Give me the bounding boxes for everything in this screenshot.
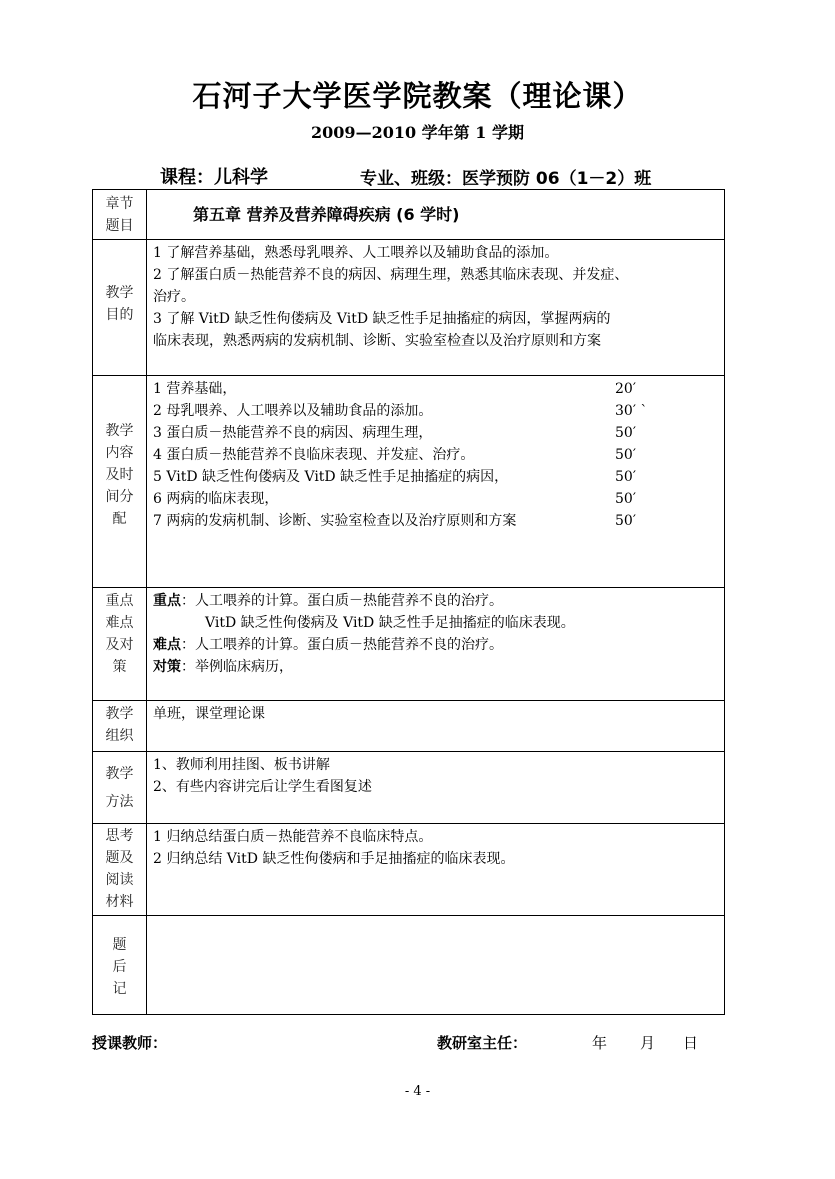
content-line: 5 VitD 缺乏性佝偻病及 VitD 缺乏性手足抽搐症的病因， 50′ <box>153 466 724 488</box>
method-header: 教学方法 <box>93 752 147 824</box>
keypoints-header: 重点难点及对策 <box>93 588 147 701</box>
year-label: 年 <box>592 1034 608 1052</box>
page-title: 石河子大学医学院教案（理论课） <box>192 79 643 113</box>
content-line: 7 两病的发病机制、诊断、实验室检查以及治疗原则和方案 50′ <box>153 510 724 532</box>
major-class-label: 专业、班级：医学预防 06（1－2）班 <box>360 169 652 189</box>
time-value: 30′ ` <box>615 403 648 419</box>
day-label: 日 <box>683 1034 699 1052</box>
content-line: 6 两病的临床表现， 50′ <box>153 488 724 510</box>
month-label: 月 <box>640 1034 656 1052</box>
key-line-2: VitD 缺乏性佝偻病及 VitD 缺乏性手足抽搐症的临床表现。 <box>205 615 575 631</box>
notes-header: 题后记 <box>93 916 147 1015</box>
time-value: 50′ <box>615 447 636 463</box>
goals-header: 教学目的 <box>93 240 147 376</box>
content-line: 2 母乳喂养、人工喂养以及辅助食品的添加。 30′ ` <box>153 400 724 422</box>
lesson-plan-table <box>92 189 725 1015</box>
teacher-label: 授课教师： <box>92 1034 168 1052</box>
notes-cell <box>147 916 725 1015</box>
content-cell <box>147 376 725 588</box>
goal-line: 治疗。 <box>153 289 195 305</box>
method-line: 2、有些内容讲完后让学生看图复述 <box>153 779 372 795</box>
chapter-title: 第五章 营养及营养障碍疾病 (6 学时) <box>193 205 460 224</box>
content-line: 3 蛋白质－热能营养不良的病因、病理生理， 50′ <box>153 422 724 444</box>
reading-line: 2 归纳总结 VitD 缺乏性佝偻病和手足抽搐症的临床表现。 <box>153 851 515 867</box>
goals-cell <box>147 240 725 376</box>
goal-line: 临床表现，熟悉两病的发病机制、诊断、实验室检查以及治疗原则和方案 <box>153 333 601 349</box>
org-cell: 单班，课堂理论课 <box>147 701 725 752</box>
method-cell <box>147 752 725 824</box>
content-line: 1 营养基础， 20′ <box>153 378 724 400</box>
reading-header: 思考题及阅读材料 <box>93 824 147 916</box>
content-header: 教学内容及时间分配 <box>93 376 147 588</box>
term-line: 2009—2010 学年第 1 学期 <box>311 123 524 142</box>
strategy-line: 对策：举例临床病历， <box>153 659 293 675</box>
time-value: 50′ <box>615 491 636 507</box>
director-label: 教研室主任： <box>437 1034 528 1052</box>
content-line: 4 蛋白质－热能营养不良临床表现、并发症、治疗。 50′ <box>153 444 724 466</box>
method-line: 1、教师利用挂图、板书讲解 <box>153 757 330 773</box>
course-label: 课程：儿科学 <box>160 167 268 188</box>
key-line: 重点：人工喂养的计算。蛋白质－热能营养不良的治疗。 <box>153 593 503 609</box>
time-value: 50′ <box>615 513 636 529</box>
chapter-cell <box>147 190 725 240</box>
difficulty-line: 难点：人工喂养的计算。蛋白质－热能营养不良的治疗。 <box>153 637 503 653</box>
org-header: 教学组织 <box>93 701 147 752</box>
goal-line: 2 了解蛋白质－热能营养不良的病因、病理生理，熟悉其临床表现、并发症、 <box>153 267 629 283</box>
goal-line: 1 了解营养基础，熟悉母乳喂养、人工喂养以及辅助食品的添加。 <box>153 245 559 261</box>
reading-line: 1 归纳总结蛋白质－热能营养不良临床特点。 <box>153 829 433 845</box>
goal-line: 3 了解 VitD 缺乏性佝偻病及 VitD 缺乏性手足抽搐症的病因，掌握两病的 <box>153 311 611 327</box>
time-value: 20′ <box>615 381 636 397</box>
reading-cell <box>147 824 725 916</box>
time-value: 50′ <box>615 425 636 441</box>
keypoints-cell <box>147 588 725 701</box>
chapter-header: 章节题目 <box>93 190 147 240</box>
page-number: - 4 - <box>404 1084 431 1099</box>
time-value: 50′ <box>615 469 636 485</box>
